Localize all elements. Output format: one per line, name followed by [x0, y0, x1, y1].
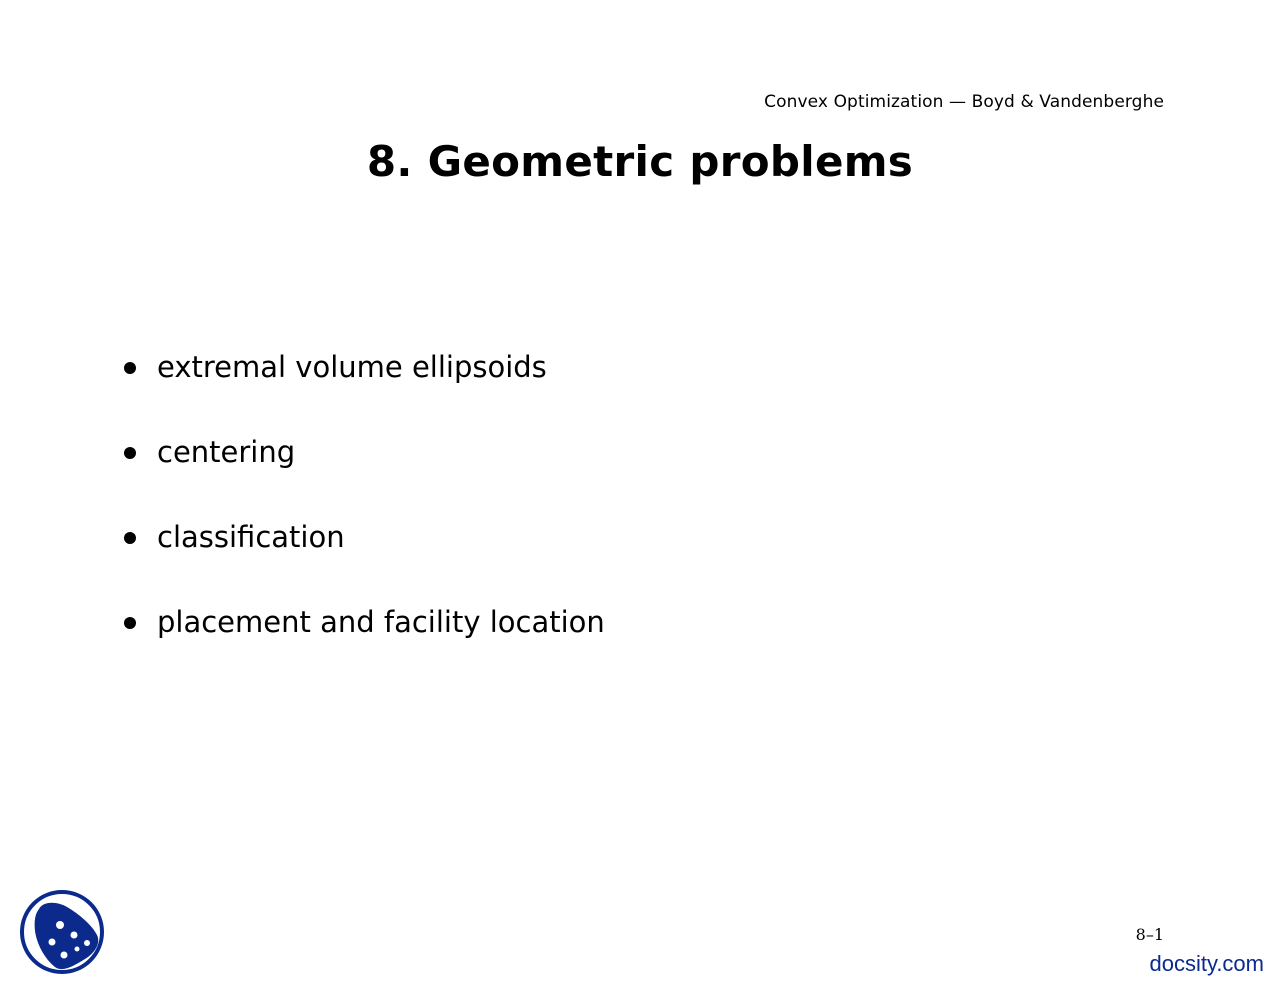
stanford-seal-icon: [17, 887, 107, 977]
bullet-item: [124, 600, 605, 685]
bullet-item: [124, 430, 605, 515]
page-number: 8–1: [1135, 925, 1164, 944]
docsity-watermark[interactable]: docsity.com: [1149, 951, 1264, 976]
bullet-dot-icon: [124, 447, 136, 459]
bullet-dot-icon: [124, 617, 136, 629]
bullet-list: [124, 345, 605, 685]
bullet-dot-icon: [124, 532, 136, 544]
course-header: Convex Optimization — Boyd & Vandenberghe: [764, 92, 1164, 112]
slide-title: 8. Geometric problems: [366, 137, 914, 186]
bullet-item: [124, 515, 605, 600]
bullet-item: [124, 345, 605, 430]
bullet-text: placement and facility location: [157, 605, 605, 639]
bullet-text: centering: [157, 435, 296, 469]
bullet-text: classification: [157, 520, 345, 554]
bullet-text: extremal volume ellipsoids: [157, 350, 547, 384]
bullet-dot-icon: [124, 362, 136, 374]
